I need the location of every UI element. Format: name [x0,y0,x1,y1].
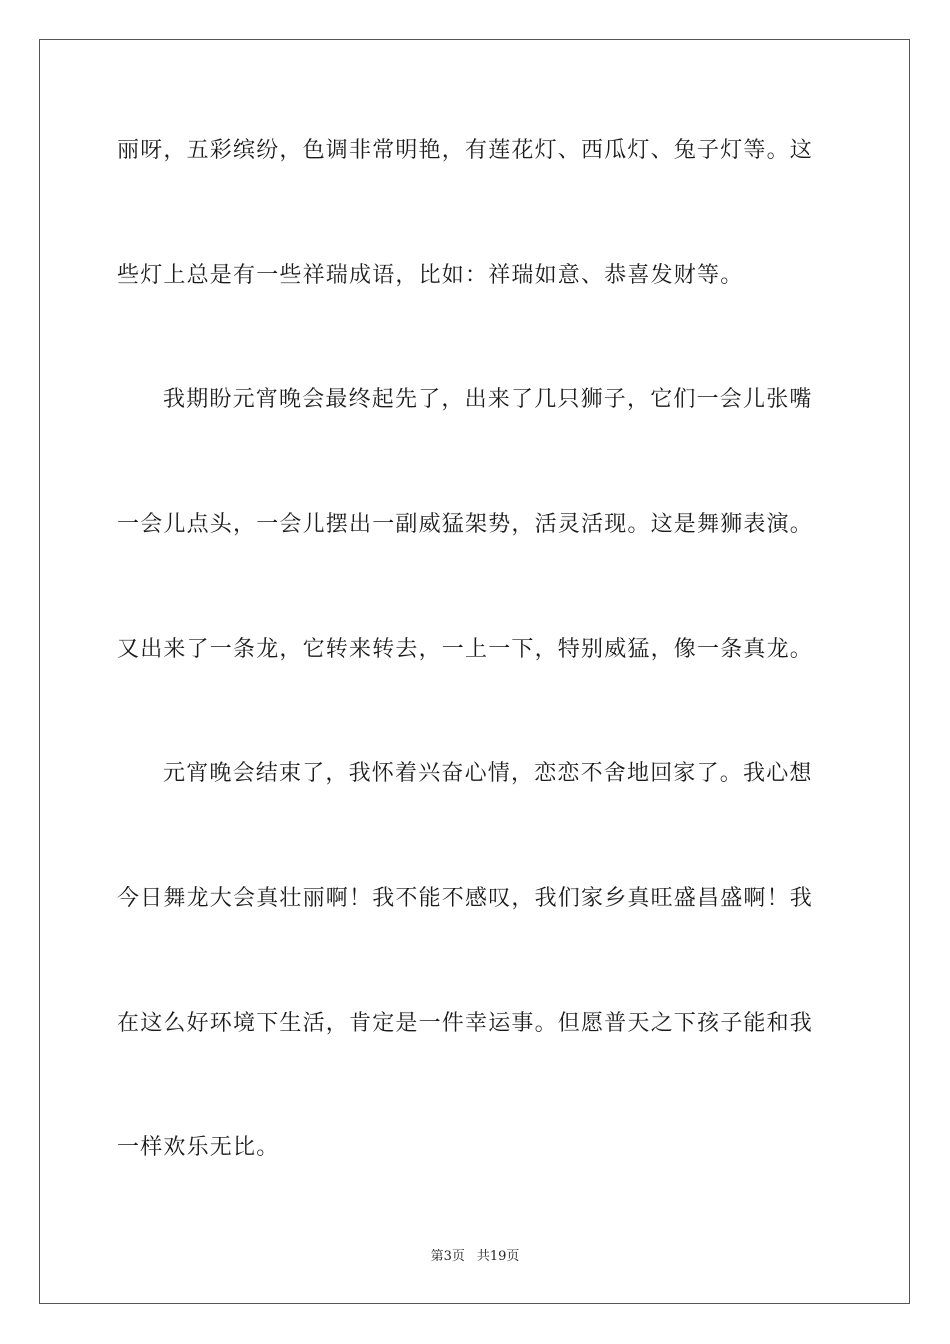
text-line: 一会儿点头，一会儿摆出一副威猛架势，活灵活现。这是舞狮表演。 [117,512,814,537]
page-frame [39,39,910,1304]
paragraph-first-line: 元宵晚会结束了，我怀着兴奋心情，恋恋不舍地回家了。我心想 [163,761,813,786]
paragraph-first-line: 我期盼元宵晚会最终起先了，出来了几只狮子，它们一会儿张嘴 [163,387,813,412]
page-footer [0,1248,950,1266]
text-line: 今日舞龙大会真壮丽啊！我不能不感叹，我们家乡真旺盛昌盛啊！我 [117,886,814,911]
page-number: 第3页 [430,1249,465,1264]
text-line: 又出来了一条龙，它转来转去，一上一下，特别威猛，像一条真龙。 [117,637,814,662]
text-line: 丽呀，五彩缤纷，色调非常明艳，有莲花灯、西瓜灯、兔子灯等。这 [117,138,814,163]
text-line: 一样欢乐无比。 [117,1135,280,1160]
page-total: 共19页 [476,1249,520,1264]
text-line: 些灯上总是有一些祥瑞成语，比如：祥瑞如意、恭喜发财等。 [117,263,744,288]
text-line: 在这么好环境下生活，肯定是一件幸运事。但愿普天之下孩子能和我 [117,1011,814,1036]
